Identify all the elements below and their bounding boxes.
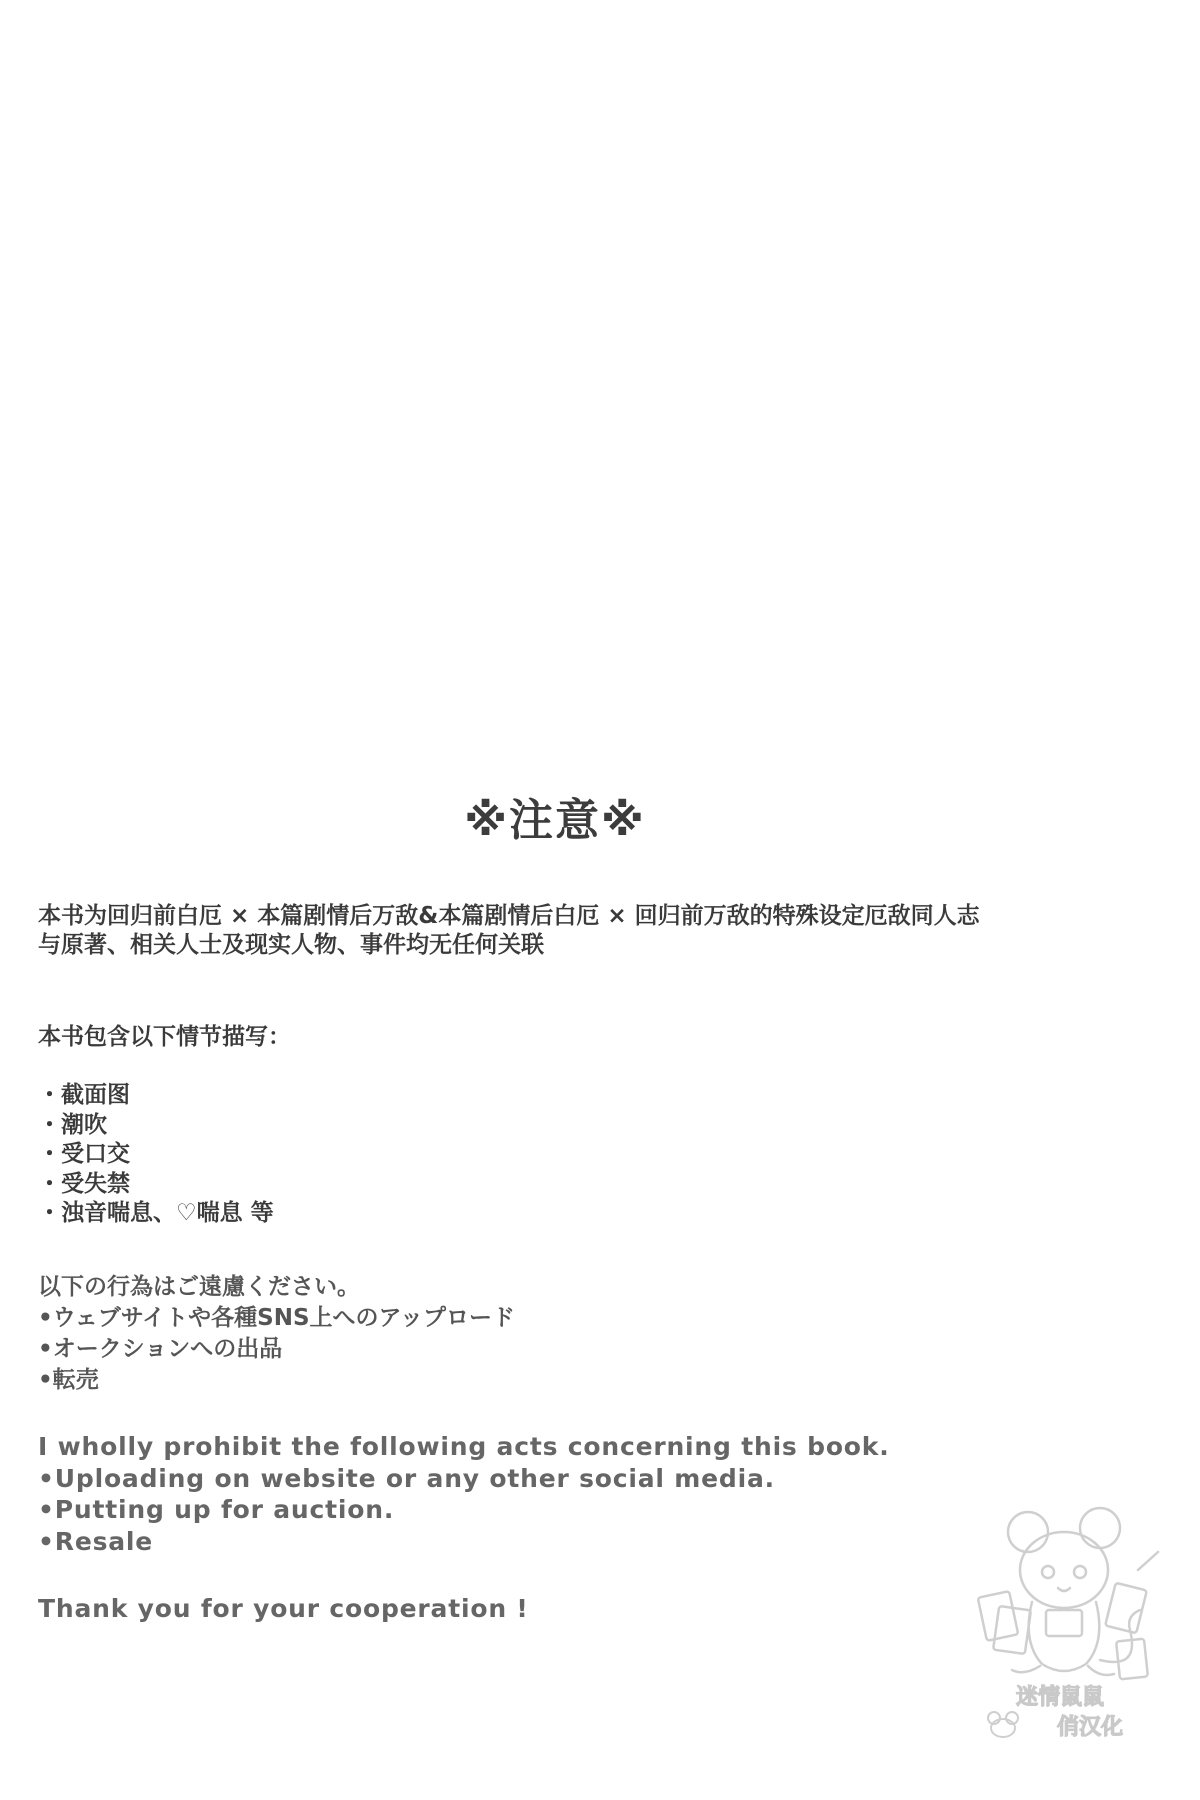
content-warning-list	[38, 1081, 1088, 1229]
thanks-text: Thank you for your cooperation !	[38, 1594, 529, 1623]
thanks-block	[38, 1593, 1088, 1624]
english-item: •Resale	[38, 1526, 154, 1556]
english-prohibition-block	[38, 1431, 1088, 1557]
scanlation-watermark	[960, 1490, 1170, 1740]
content-warning-heading-block	[38, 1023, 1088, 1052]
japanese-heading: 以下の行為はご遠慮ください。	[38, 1274, 360, 1300]
content-warning-item: ・受口交	[38, 1141, 130, 1167]
japanese-item: •ウェブサイトや各種SNS上へのアップロード	[38, 1305, 515, 1331]
content-warning-item: ・浊音喘息、♡喘息 等	[38, 1200, 274, 1226]
content-warning-item: ・潮吹	[38, 1111, 107, 1138]
english-heading: I wholly prohibit the following acts concerning this book.	[38, 1432, 890, 1461]
watermark-line2: 俏汉化	[1056, 1715, 1124, 1740]
mini-mouse-icon	[988, 1712, 1018, 1737]
content-warning-heading: 本书包含以下情节描写：	[38, 1024, 291, 1050]
english-item: •Putting up for auction.	[38, 1495, 395, 1524]
japanese-item: •オークションへの出品	[38, 1336, 283, 1362]
intro-line: 与原著、相关人士及现实人物、事件均无任何关联	[38, 932, 544, 958]
japanese-item: •転売	[38, 1367, 99, 1393]
content-warning-item: ・截面图	[38, 1082, 130, 1108]
english-item: •Uploading on website or any other social media.	[38, 1463, 775, 1493]
notice-title: ※注意※	[464, 795, 646, 846]
japanese-prohibition-block	[38, 1272, 1088, 1396]
content-warning-item: ・受失禁	[38, 1170, 130, 1197]
intro-line: 本书为回归前白厄 × 本篇剧情后万敌&本篇剧情后白厄 × 回归前万敌的特殊设定厄敌同人志	[38, 903, 980, 929]
mouse-mascot-icon	[960, 1490, 1170, 1740]
intro-paragraph	[38, 902, 1088, 960]
watermark-line1: 迷情鼠鼠	[1015, 1685, 1105, 1710]
